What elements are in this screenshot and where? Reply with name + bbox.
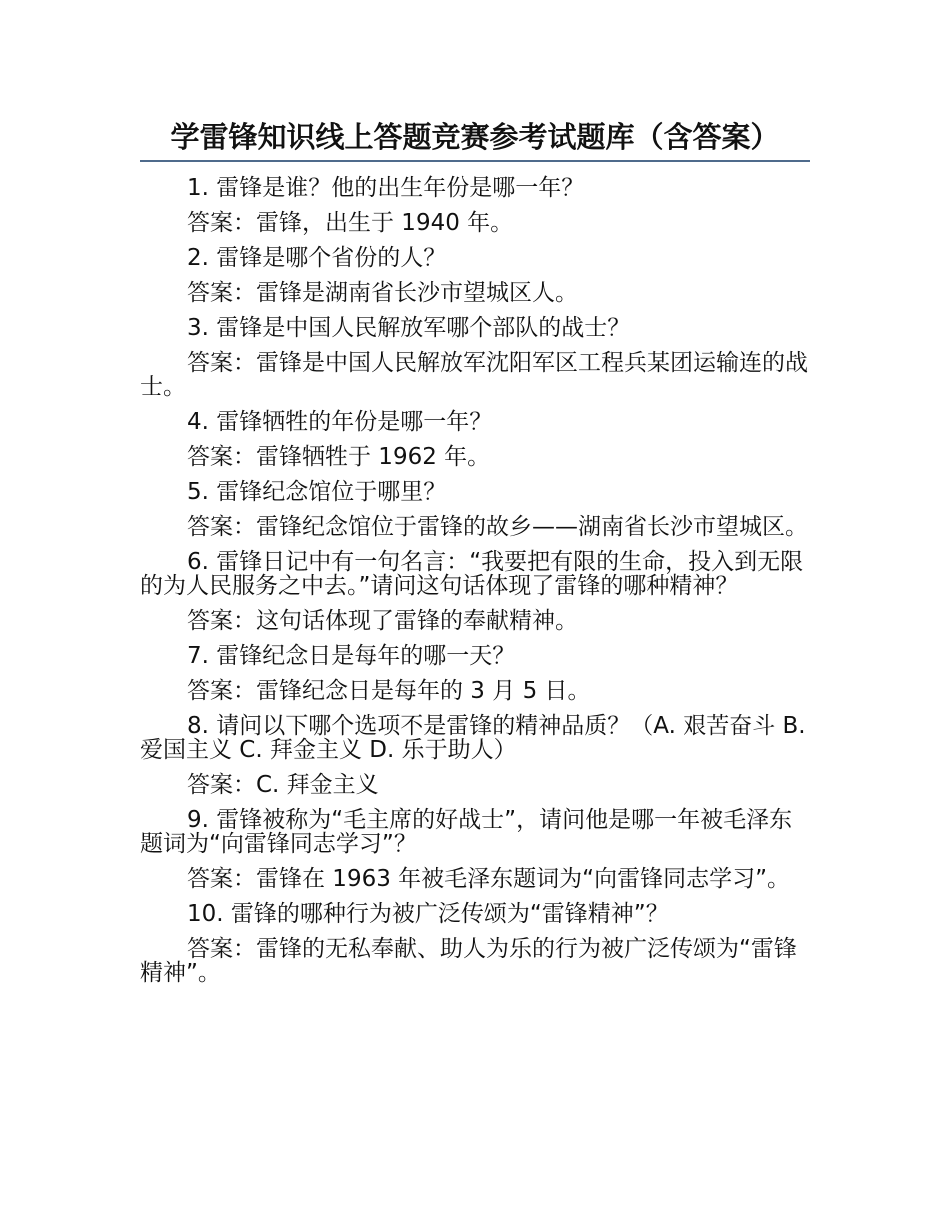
answer-1: 答案：雷锋，出生于 1940 年。 [187, 210, 514, 236]
question-2: 2. 雷锋是哪个省份的人？ [187, 245, 447, 271]
question-8: 8. 请问以下哪个选项不是雷锋的精神品质？（A. 艰苦奋斗 B. 爱国主义 C. 拜金主义 D. 乐于助人） [140, 713, 806, 763]
answer-4: 答案：雷锋牺牲于 1962 年。 [187, 444, 491, 470]
question-10: 10. 雷锋的哪种行为被广泛传颂为“雷锋精神”？ [187, 901, 669, 927]
answer-3: 答案：雷锋是中国人民解放军沈阳军区工程兵某团运输连的战士。 [140, 350, 808, 400]
question-7: 7. 雷锋纪念日是每年的哪一天？ [187, 643, 516, 669]
question-4: 4. 雷锋牺牲的年份是哪一年？ [187, 409, 493, 435]
answer-8: 答案：C. 拜金主义 [187, 772, 379, 798]
question-1: 1. 雷锋是谁？他的出生年份是哪一年？ [187, 175, 585, 201]
document-body [140, 176, 810, 996]
answer-9: 答案：雷锋在 1963 年被毛泽东题词为“向雷锋同志学习”。 [187, 866, 790, 892]
question-9: 9. 雷锋被称为“毛主席的好战士”，请问他是哪一年被毛泽东题词为“向雷锋同志学习”？ [140, 807, 793, 857]
answer-6: 答案：这句话体现了雷锋的奉献精神。 [187, 608, 578, 634]
title-underline [140, 160, 810, 162]
answer-10: 答案：雷锋的无私奉献、助人为乐的行为被广泛传颂为“雷锋精神”。 [140, 936, 797, 986]
answer-5: 答案：雷锋纪念馆位于雷锋的故乡——湖南省长沙市望城区。 [187, 514, 808, 540]
document-title: 学雷锋知识线上答题竞赛参考试题库（含答案） [170, 120, 780, 155]
answer-7: 答案：雷锋纪念日是每年的 3 月 5 日。 [187, 678, 591, 704]
question-5: 5. 雷锋纪念馆位于哪里？ [187, 479, 447, 505]
answer-2: 答案：雷锋是湖南省长沙市望城区人。 [187, 280, 578, 306]
question-6: 6. 雷锋日记中有一句名言：“我要把有限的生命，投入到无限的为人民服务之中去。”请问这句话体现了雷锋的哪种精神？ [140, 549, 804, 599]
question-3: 3. 雷锋是中国人民解放军哪个部队的战士？ [187, 315, 631, 341]
